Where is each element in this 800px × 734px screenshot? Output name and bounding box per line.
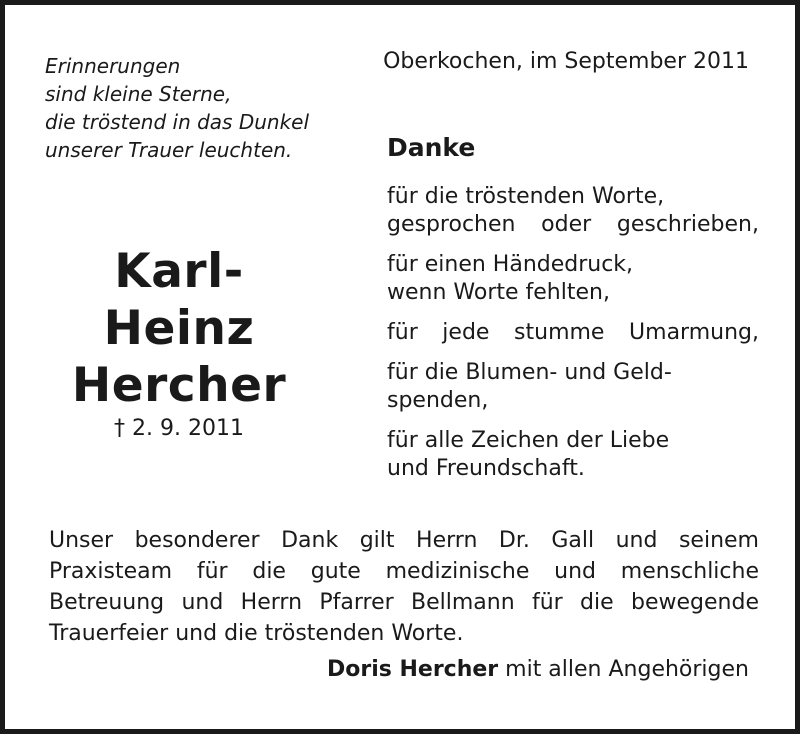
closing-line: Betreuung und Herrn Pfarrer Bellmann für die bewegende bbox=[49, 590, 759, 615]
signature-name: Doris Hercher bbox=[326, 657, 499, 682]
deceased-last-name: Hercher bbox=[71, 358, 287, 413]
poem-line: unserer Trauer leuchten. bbox=[45, 138, 293, 162]
closing-line: Praxisteam für die gute medizinische und menschliche bbox=[49, 559, 759, 584]
thanks-line: für alle Zeichen der Liebe bbox=[387, 428, 670, 453]
thanks-item bbox=[387, 359, 759, 415]
thanks-item bbox=[387, 319, 759, 347]
thanks-line: für einen Händedruck, bbox=[387, 252, 634, 277]
thanks-item bbox=[387, 427, 759, 483]
poem-line: die tröstend in das Dunkel bbox=[45, 110, 310, 134]
thanks-heading: Danke bbox=[387, 133, 476, 162]
deceased-block bbox=[45, 243, 313, 441]
thanks-line: gesprochen oder geschrieben, bbox=[387, 212, 759, 237]
memorial-poem bbox=[45, 52, 309, 164]
closing-paragraph bbox=[49, 525, 759, 649]
poem-line: sind kleine Sterne, bbox=[45, 82, 232, 106]
thanks-list bbox=[387, 183, 759, 495]
closing-line: Unser besonderer Dank gilt Herrn Dr. Gall und seinem bbox=[49, 528, 759, 553]
thanks-line: für die Blumen- und Geld- bbox=[387, 360, 672, 385]
place-date: Oberkochen, im September 2011 bbox=[383, 49, 749, 74]
closing-line: Trauerfeier und die tröstenden Worte. bbox=[49, 621, 464, 646]
thanks-item bbox=[387, 251, 759, 307]
poem-line: Erinnerungen bbox=[45, 54, 181, 78]
signature bbox=[327, 657, 749, 682]
thanks-line: und Freundschaft. bbox=[387, 456, 585, 481]
thanks-item bbox=[387, 183, 759, 239]
death-date: † 2. 9. 2011 bbox=[114, 416, 244, 441]
thanks-line: für die tröstenden Worte, bbox=[387, 184, 665, 209]
thanks-line: für jede stumme Umarmung, bbox=[387, 320, 759, 345]
thanks-line: wenn Worte fehlten, bbox=[387, 280, 610, 305]
signature-rest: mit allen Angehörigen bbox=[498, 657, 749, 682]
deceased-first-name: Karl-Heinz bbox=[103, 244, 255, 356]
thanks-line: spenden, bbox=[387, 388, 489, 413]
